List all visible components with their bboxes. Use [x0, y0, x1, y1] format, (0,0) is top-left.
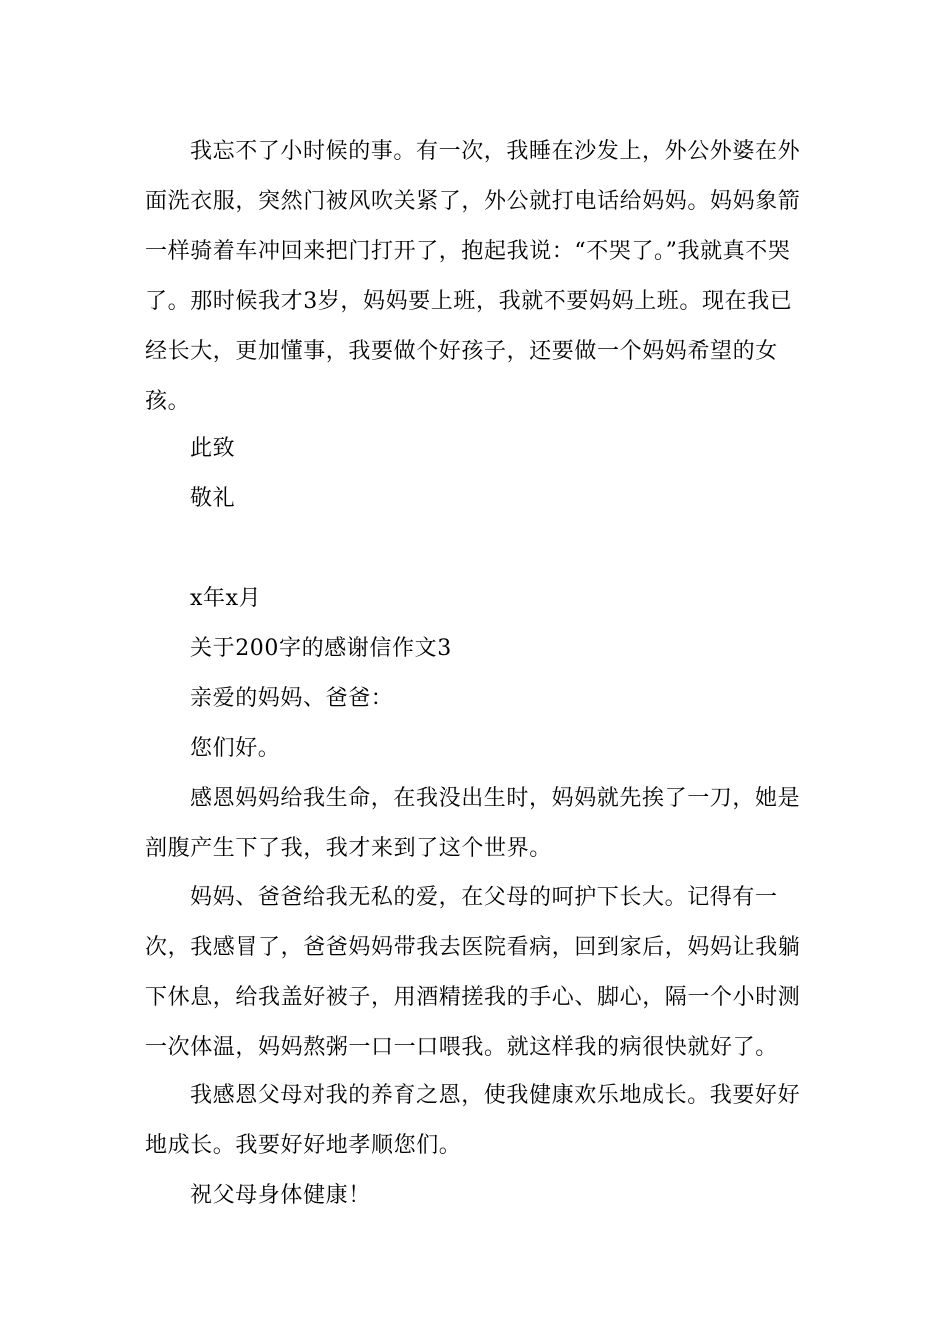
paragraph-memory: 我忘不了小时候的事。有一次，我睡在沙发上，外公外婆在外面洗衣服，突然门被风吹关紧了，外公就打电话给妈妈。妈妈象箭一样骑着车冲回来把门打开了，抱起我说：“不哭了。”我就真不哭了。那时候我才3岁，妈妈要上班，我就不要妈妈上班。现在我已经长大，更加懂事，我要做个好孩子，还要做一个妈妈希望的女孩。	[145, 139, 801, 414]
closing-jingli: 敬礼	[190, 486, 236, 511]
essay-heading: 关于200字的感谢信作文3	[190, 636, 452, 661]
paragraph-gratitude-life: 感恩妈妈给我生命，在我没出生时，妈妈就先挨了一刀，她是剖腹产生下了我，我才来到了这个世界。	[145, 786, 801, 861]
wish-line: 祝父母身体健康！	[190, 1183, 371, 1208]
salutation: 亲爱的妈妈、爸爸：	[190, 686, 394, 711]
date-line: x年x月	[190, 586, 262, 611]
greeting: 您们好。	[190, 736, 281, 761]
paragraph-upbringing: 我感恩父母对我的养育之恩，使我健康欢乐地成长。我要好好地成长。我要好好地孝顺您们。	[145, 1083, 801, 1158]
closing-cizhi: 此致	[190, 436, 236, 461]
paragraph-selfless-love: 妈妈、爸爸给我无私的爱，在父母的呵护下长大。记得有一次，我感冒了，爸爸妈妈带我去医院看病，回到家后，妈妈让我躺下休息，给我盖好被子，用酒精搓我的手心、脚心，隔一个小时测一次体温，妈妈熬粥一口一口喂我。就这样我的病很快就好了。	[145, 885, 801, 1060]
